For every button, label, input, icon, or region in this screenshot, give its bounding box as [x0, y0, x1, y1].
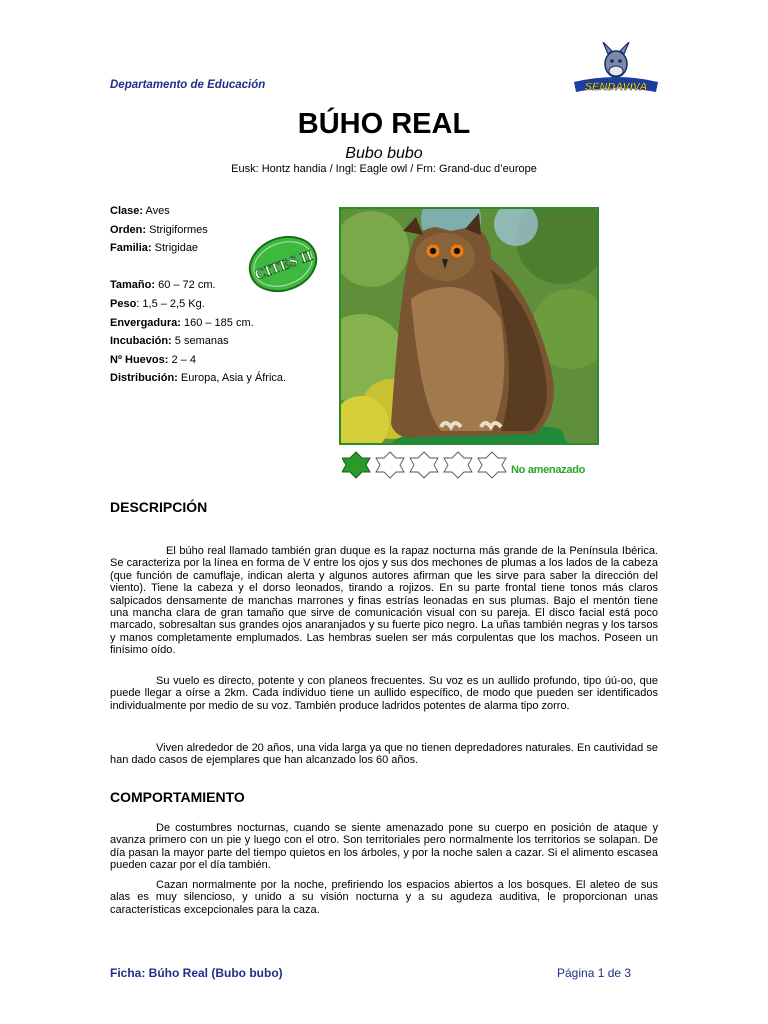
descripcion-paragraph-3: Viven alrededor de 20 años, una vida larga ya que no tienen depredadores naturales. En cautividad se han dado casos de ejemplares que han alcanzado los 60 años.	[110, 742, 658, 767]
sendaviva-logo	[572, 42, 660, 98]
common-names: Eusk: Hontz handia / Ingl: Eagle owl / Frn: Grand-duc d’europe	[231, 163, 537, 175]
fact-orden: Orden: Strigiformes	[110, 223, 208, 236]
comportamiento-paragraph-1: De costumbres nocturnas, cuando se siente amenazado pone su cuerpo en posición de ataque y avanza primero con un pie y luego con el otro. Son territoriales pero normalmente los territorios se solapan. De día pasan la mayor parte del tiempo quietos en los árboles, y por la noche salen a cazar. Si el alimento escasea pueden cazar por el día también.	[110, 822, 658, 872]
owl-illustration	[341, 209, 597, 443]
department-label: Departamento de Educación	[110, 79, 266, 91]
scientific-name: Bubo bubo	[345, 145, 423, 162]
facts-list	[110, 202, 286, 388]
fact-huevos: Nº Huevos: 2 – 4	[110, 353, 196, 366]
footer-page-number: Página 1 de 3	[557, 966, 632, 980]
owl-photo	[339, 207, 599, 445]
section-heading-comportamiento: COMPORTAMIENTO	[110, 789, 245, 805]
page-title: BÚHO REAL	[297, 108, 471, 140]
donkey-icon	[603, 42, 629, 77]
fact-peso: Peso: 1,5 – 2,5 Kg.	[110, 297, 205, 310]
footer-ficha: Ficha: Búho Real (Bubo bubo)	[110, 966, 283, 980]
comportamiento-paragraph-2: Cazan normalmente por la noche, prefiriendo los espacios abiertos a los bosques. El aleteo de sus alas es muy silencioso, y unido a su visión nocturna y a su agudeza auditiva, le proporcionan unas características excepcionales para la caza.	[110, 879, 658, 916]
section-heading-descripcion: DESCRIPCIÓN	[110, 499, 208, 515]
fact-incubacion: Incubación: 5 semanas	[110, 335, 229, 348]
fact-familia: Familia: Strigidae	[110, 242, 199, 255]
svg-text:SENDAVIVA: SENDAVIVA	[584, 81, 648, 93]
cites-badge	[247, 234, 319, 294]
fact-distribucion: Distribución: Europa, Asia y África.	[110, 372, 287, 385]
fact-tamano: Tamaño: 60 – 72 cm.	[110, 279, 216, 292]
svg-text:CITES II: CITES II	[252, 248, 315, 284]
conservation-status: No amenazado	[511, 464, 586, 476]
descripcion-paragraph-1: El búho real llamado también gran duque es la rapaz nocturna más grande de la Península Ibérica. Se caracteriza por la línea en forma de V entre los ojos y sus dos mechones de plumas a los lados de la cabeza (que función de camuflaje, indican alerta y algunos autores afirman que les sirve para saber la dirección del viento). Tiene la cabeza y el dorso leonados, tirando a rojizos. En su parte frontal tiene tonos más claros salpicados densamente de manchas marrones y finas estrías leonadas en sus plumas. Bajo el mentón tiene una mancha clara de gran tamaño que sirve de comunicación visual con su pareja. El disco facial está poco marcado, sobresaltan sus grandes ojos anaranjados y su fuerte pico negro. La uñas también negras y los tarsos y manos completamente emplumados. Las hembras suelen ser más corpulentas que los machos. Poseen un finísimo oído.	[110, 545, 658, 657]
leaf-icon-active	[342, 452, 370, 478]
descripcion-paragraph-2: Su vuelo es directo, potente y con planeos frecuentes. Su voz es un aullido profundo, tipo úú-oo, que puede llegar a oírse a 2km. Cada individuo tiene un aullido específico, de modo que pueden ser identificados individualmente por medio de su voz. También produce ladridos potentes de alarma tipo zorro.	[110, 675, 658, 712]
leaf-icon	[376, 452, 506, 478]
fact-envergadura: Envergadura: 160 – 185 cm.	[110, 316, 254, 329]
fact-clase: Clase: Aves	[110, 205, 170, 217]
